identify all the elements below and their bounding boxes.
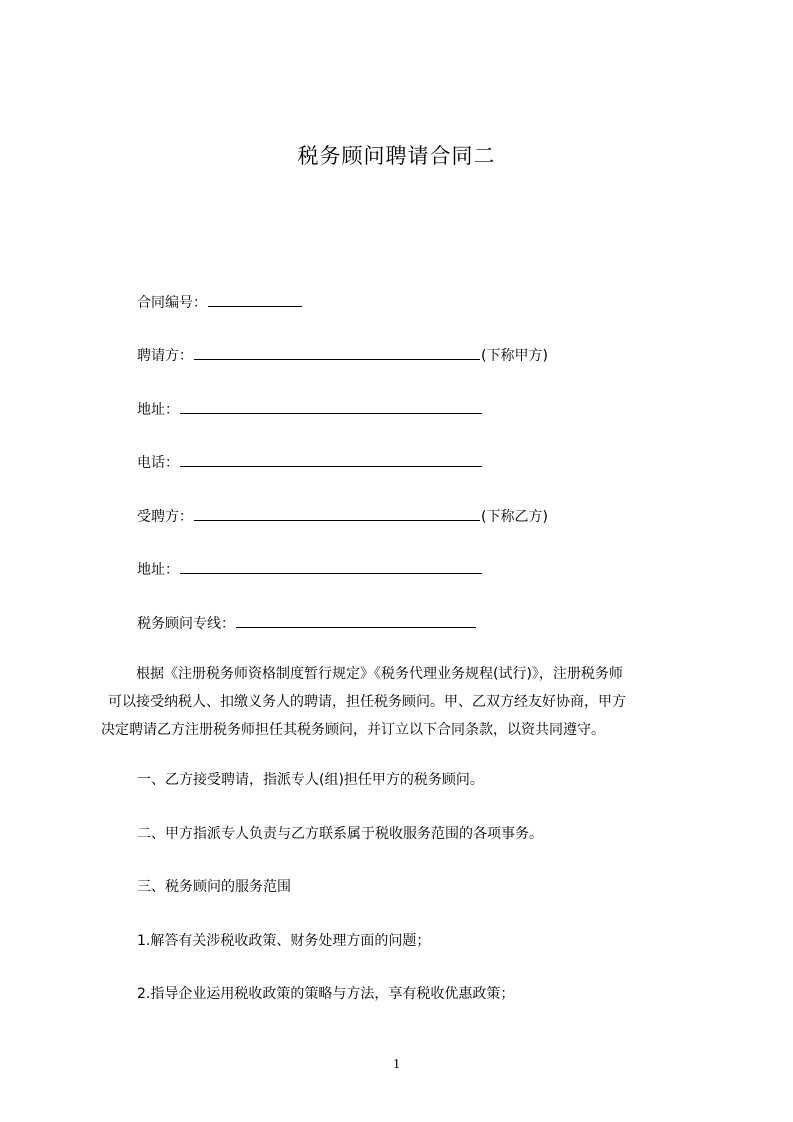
employee-address-blank[interactable] — [180, 558, 482, 574]
contract-number-blank[interactable] — [208, 291, 302, 307]
employee-line — [137, 505, 548, 527]
employee-address-label: 地址： — [137, 562, 179, 578]
intro-line: 决定聘请乙方注册税务师担任其税务顾问，并订立以下合同条款，以资共同遵守。 — [101, 722, 605, 738]
phone-blank[interactable] — [180, 451, 482, 467]
intro-line: 可以接受纳税人、扣缴义务人的聘请，担任税务顾问。甲、乙双方经友好协商，甲方 — [108, 694, 626, 710]
employee-blank[interactable] — [194, 505, 480, 521]
intro-paragraph — [101, 660, 689, 744]
employer-address-line — [137, 398, 483, 420]
employee-address-line — [137, 558, 483, 580]
hotline-line — [137, 612, 477, 634]
clause-2: 二、甲方指派专人负责与乙方联系属于税收服务范围的各项事务。 — [137, 826, 543, 842]
contract-number-line — [137, 291, 303, 313]
employer-blank[interactable] — [194, 344, 480, 360]
hotline-label: 税务顾问专线： — [137, 616, 235, 632]
phone-label: 电话： — [137, 455, 179, 471]
employer-line — [137, 344, 548, 366]
service-item-2: 2.指导企业运用税收政策的策略与方法，享有税收优惠政策； — [137, 986, 515, 1002]
employee-suffix: (下称乙方) — [481, 509, 548, 525]
phone-line — [137, 451, 483, 473]
employer-address-blank[interactable] — [180, 398, 482, 414]
hotline-blank[interactable] — [236, 612, 476, 628]
employer-label: 聘请方： — [137, 348, 193, 364]
document-title: 税务顾问聘请合同二 — [297, 144, 496, 168]
contract-number-label: 合同编号： — [137, 295, 207, 311]
clause-3-heading: 三、税务顾问的服务范围 — [137, 879, 291, 895]
intro-line: 根据《注册税务师资格制度暂行规定》《税务代理业务规程(试行)》，注册税务师 — [136, 666, 623, 682]
page-number: 1 — [393, 1057, 400, 1072]
employee-label: 受聘方： — [137, 509, 193, 525]
service-item-1: 1.解答有关涉税收政策、财务处理方面的问题； — [137, 933, 431, 949]
employer-address-label: 地址： — [137, 402, 179, 418]
employer-suffix: (下称甲方) — [481, 348, 548, 364]
clause-1: 一、乙方接受聘请，指派专人(组)担任甲方的税务顾问。 — [137, 772, 484, 788]
